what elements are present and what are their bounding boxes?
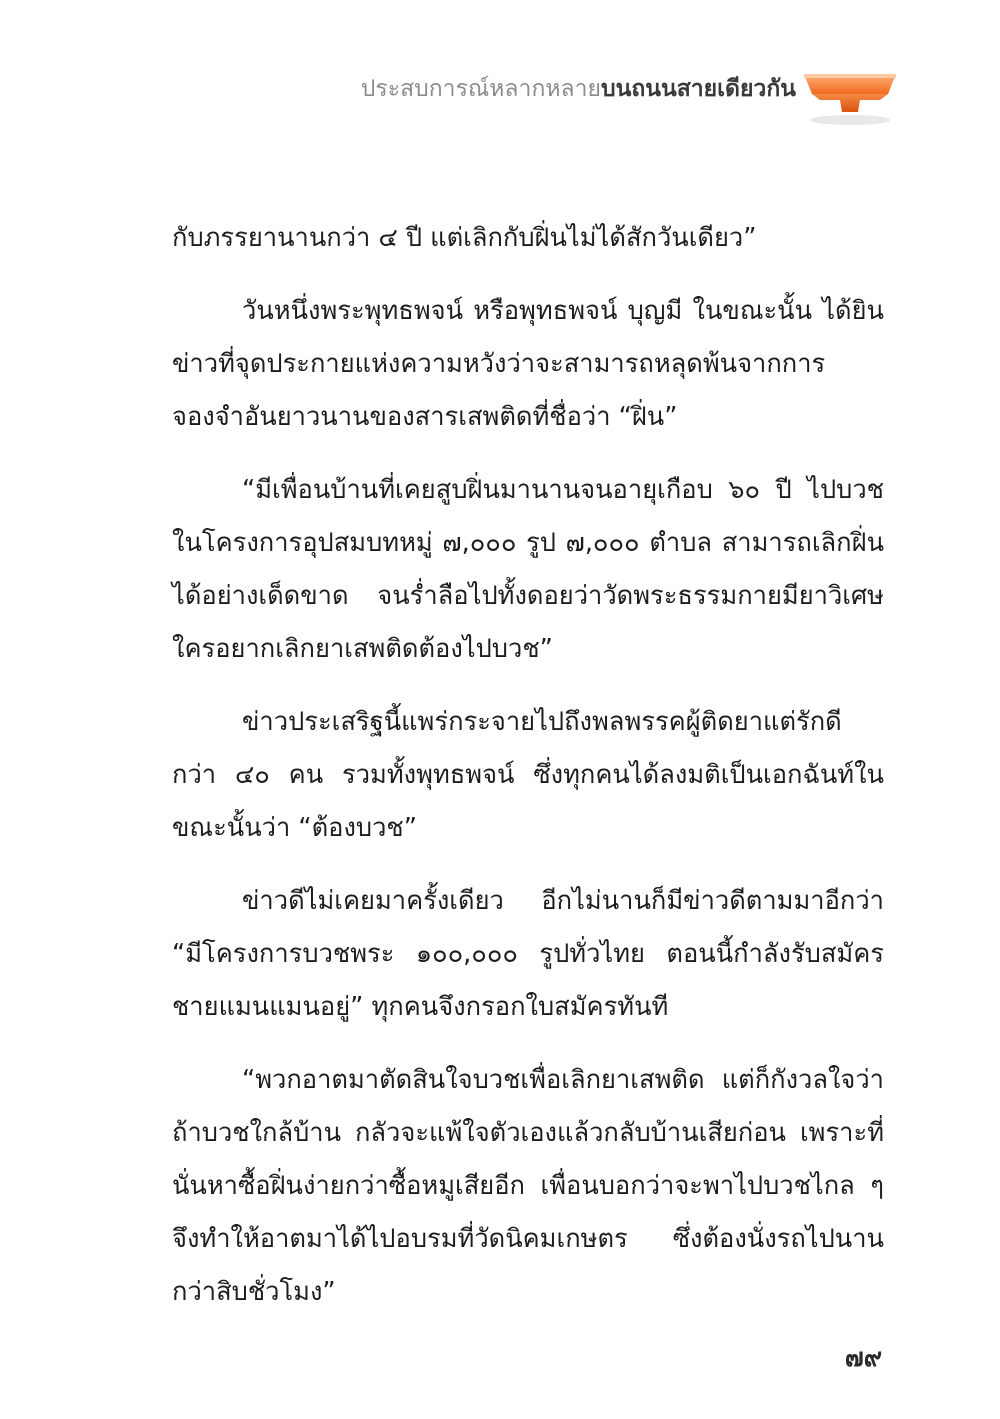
paragraph: ข่าวประเสริฐนี้แพร่กระจายไปถึงพลพรรคผู้ติดยาแต่รักดีกว่า ๔๐ คน รวมทั้งพุทธพจน์ ซึ่งทุกคนได้ลงมติเป็นเอกฉันท์ในขณะนั้นว่า “ต้องบวช” xyxy=(172,707,884,843)
body-text xyxy=(172,212,884,1339)
running-header xyxy=(361,72,796,106)
paragraph: กับภรรยานานกว่า ๔ ปี แต่เลิกกับฝิ่นไม่ได้สักวันเดียว” xyxy=(172,223,757,253)
orange-book-emblem-icon xyxy=(800,60,900,130)
paragraph: “มีเพื่อนบ้านที่เคยสูบฝิ่นมานานจนอายุเกือบ ๖๐ ปี ไปบวชในโครงการอุปสมบทหมู่ ๗,๐๐๐ รูป ๗,๐๐๐ ตำบล สามารถเลิกฝิ่นได้อย่างเด็ดขาด จนร่ำลือไปทั้งดอยว่าวัดพระธรรมกายมียาวิเศษ ใครอยากเลิกยาเสพติดต้องไปบวช” xyxy=(172,475,884,664)
header-title-bold: บนถนนสายเดียวกัน xyxy=(601,76,796,102)
page-number: ๗๙ xyxy=(844,1343,882,1372)
header-title-light: ประสบการณ์หลากหลาย xyxy=(360,76,602,102)
paragraph: ข่าวดีไม่เคยมาครั้งเดียว อีกไม่นานก็มีข่าวดีตามมาอีกว่า “มีโครงการบวชพระ ๑๐๐,๐๐๐ รูปทั่วไทย ตอนนี้กำลังรับสมัครชายแมนแมนอยู่” ทุกคนจึงกรอกใบสมัครทันที xyxy=(172,886,884,1022)
paragraph: “พวกอาตมาตัดสินใจบวชเพื่อเลิกยาเสพติด แต่ก็กังวลใจว่าถ้าบวชใกล้บ้าน กลัวจะแพ้ใจตัวเองแล้วกลับบ้านเสียก่อน เพราะที่นั่นหาซื้อฝิ่นง่ายกว่าซื้อหมูเสียอีก เพื่อนบอกว่าจะพาไปบวชไกล ๆ จึงทำให้อาตมาได้ไปอบรมที่วัดนิคมเกษตร ซึ่งต้องนั่งรถไปนานกว่าสิบชั่วโมง” xyxy=(172,1065,884,1307)
paragraph: วันหนึ่งพระพุทธพจน์ หรือพุทธพจน์ บุญมี ในขณะนั้น ได้ยินข่าวที่จุดประกายแห่งความหวังว่าจะสามารถหลุดพ้นจากการจองจำอันยาวนานของสารเสพติดที่ชื่อว่า “ฝิ่น” xyxy=(172,296,884,432)
